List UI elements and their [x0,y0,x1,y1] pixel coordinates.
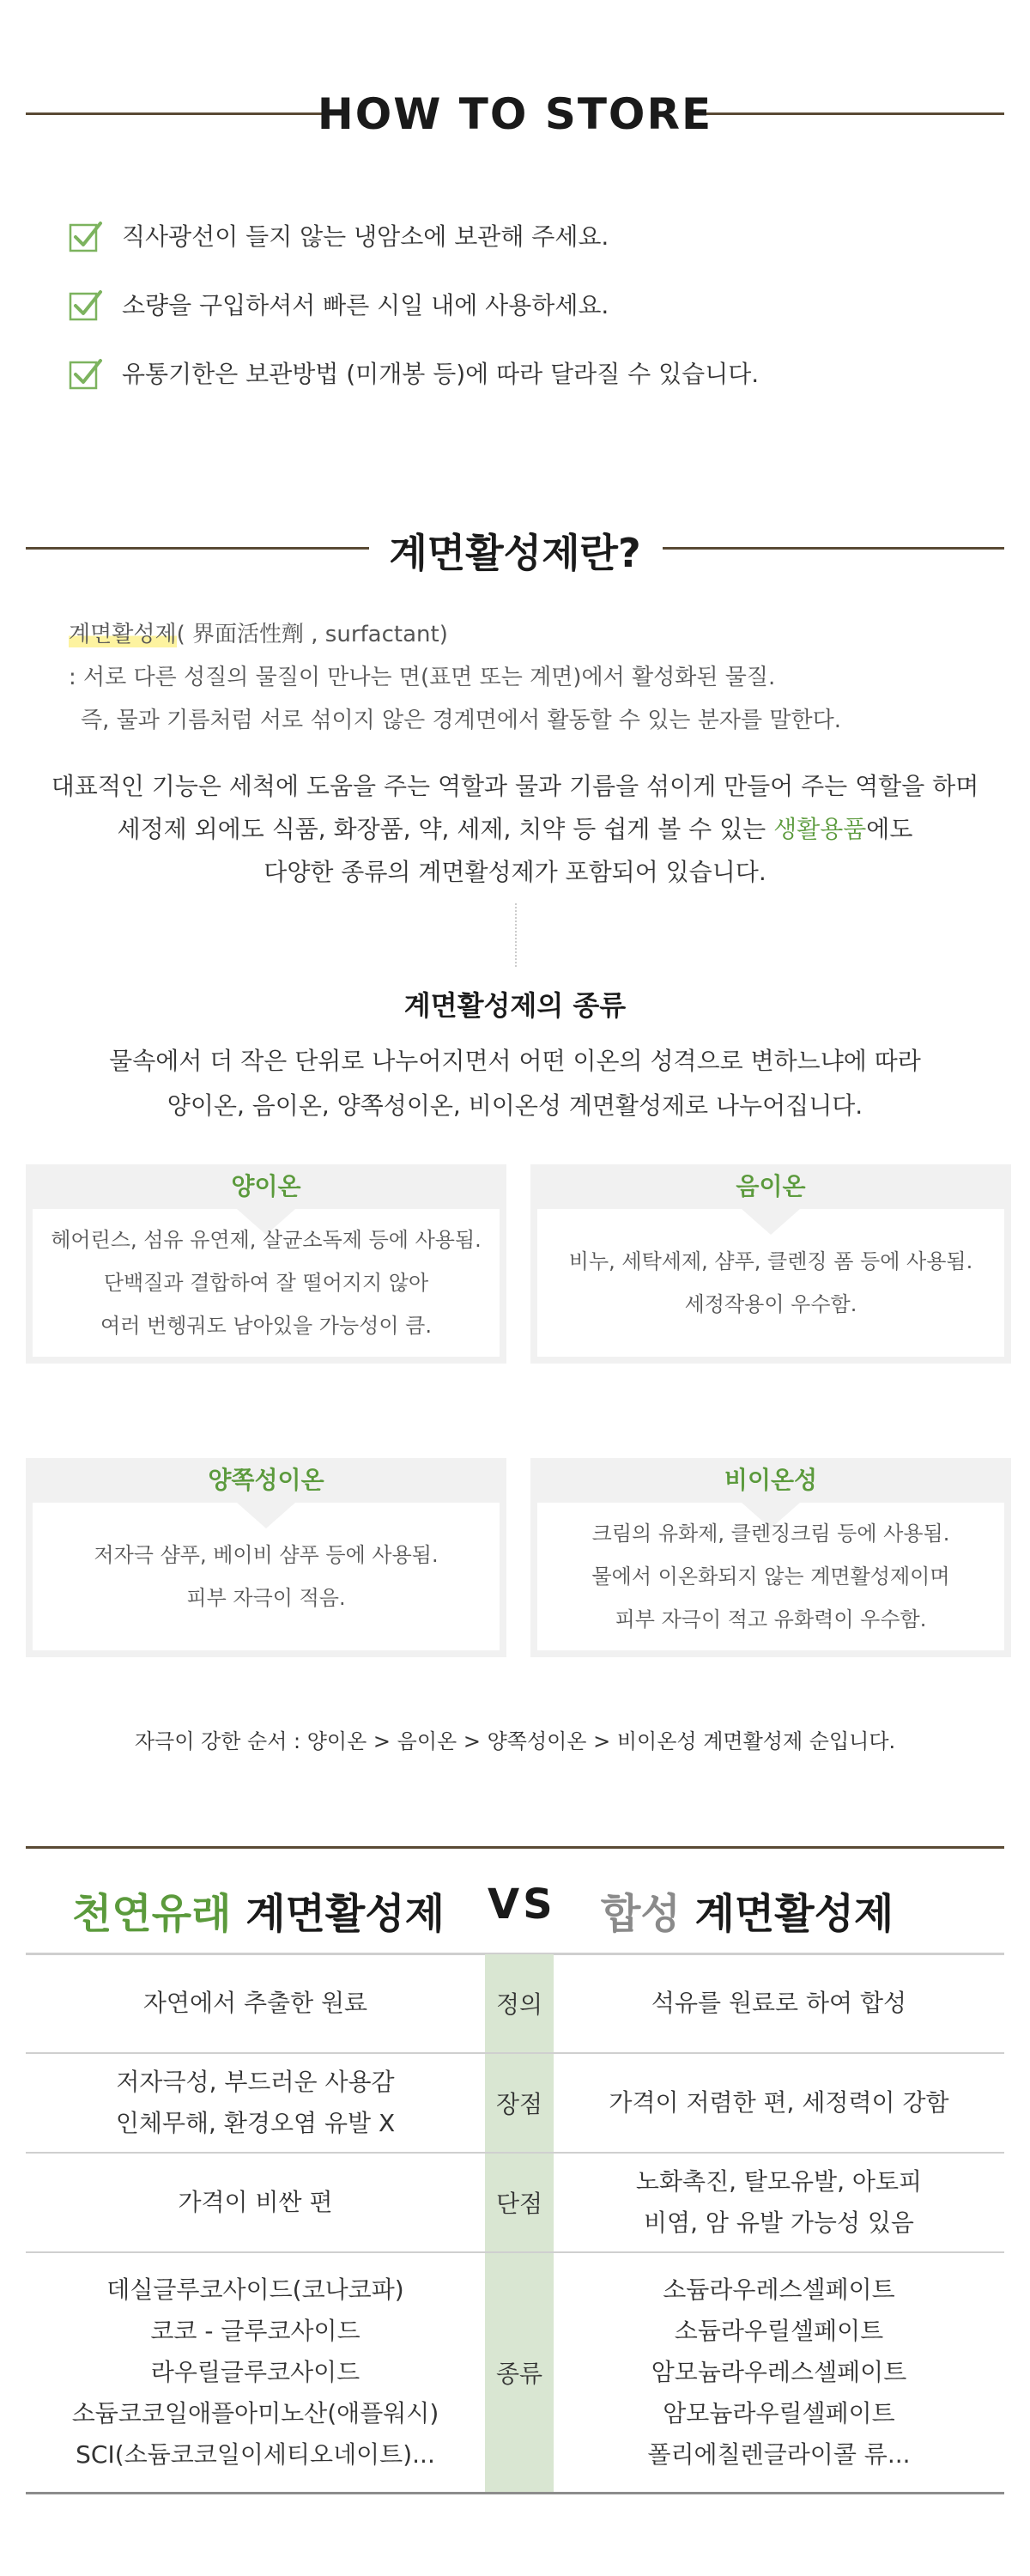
table-cell-synthetic: 노화촉진, 탈모유발, 아토피 비염, 암 유발 가능성 있음 [635,2167,923,2237]
type-card-title: 음이온 [736,1172,806,1200]
store-item [69,285,609,323]
type-card-title: 비이온성 [724,1466,818,1494]
compare-top-line [26,1846,1004,1849]
table-row-label: 단점 [485,2154,554,2251]
type-card-body [33,1503,500,1650]
definition-term-line [69,617,448,648]
type-card-title: 양이온 [231,1172,301,1200]
check-icon [69,357,100,388]
table-row [26,2253,1004,2494]
type-card-body [537,1503,1004,1650]
table-cell-synthetic: 가격이 저렴한 편, 세정력이 강함 [609,2088,949,2117]
table-row [26,2154,1004,2253]
store-item [69,216,609,254]
type-card-body [33,1209,500,1357]
compare-right-title [601,1880,894,1940]
type-card-anionic [530,1164,1011,1364]
type-card-line: 물에서 이온화되지 않는 계면활성제이며 [591,1564,950,1589]
store-item [69,354,759,392]
table-cell-natural: 자연에서 추출한 원료 [142,1989,368,2017]
type-card-cationic [26,1164,506,1364]
store-title: HOW TO STORE [317,89,713,139]
type-card-line: 세정작용이 우수함. [684,1292,857,1316]
check-icon [69,289,100,319]
store-item-text: 유통기한은 보관방법 (미개봉 등)에 따라 달라질 수 있습니다. [122,360,760,388]
table-cell-synthetic: 석유를 원료로 하여 합성 [651,1989,907,2017]
compare-vs: VS [488,1880,556,1929]
table-row-label: 종류 [485,2253,554,2492]
type-card-line: 저자극 샴푸, 베이비 샴푸 등에 사용됨. [94,1543,439,1567]
compare-left-accent: 천연유래 [72,1890,232,1938]
definition-term: 계면활성제 [69,622,177,647]
table-row-label: 정의 [485,1954,554,2052]
store-item-text: 직사광선이 들지 않는 냉암소에 보관해 주세요. [122,222,609,251]
definition-term-rest: ( 界面活性劑 , surfactant) [176,622,448,647]
divider-dotted [515,903,517,967]
table-row [26,2054,1004,2154]
definition-highlight: 생활용품 [773,815,867,843]
definition-paragraph-2-b: 에도 [866,815,913,843]
type-card-line: 피부 자극이 적음. [186,1586,346,1610]
type-card-line: 피부 자극이 적고 유화력이 우수함. [615,1607,927,1631]
compare-right-rest: 계면활성제 [680,1890,894,1938]
irritation-order-note: 자극이 강한 순서 : 양이온 > 음이온 > 양쪽성이온 > 비이온성 계면활성제 순입니다. [134,1729,896,1753]
type-card-line: 헤어린스, 섬유 유연제, 살균소독제 등에 사용됨. [51,1228,482,1252]
check-icon [69,220,100,251]
definition-paragraph-2 [0,811,1030,845]
definition-title: 계면활성제란? [389,530,641,576]
type-card-nonionic [530,1458,1011,1657]
type-card-line: 단백질과 결합하여 잘 떨어지지 않아 [103,1271,429,1295]
types-title: 계면활성제의 종류 [403,989,627,1022]
type-card-line: 여러 번헹궈도 남아있을 가능성이 큼. [100,1314,432,1338]
definition-paragraph-3: 다양한 종류의 계면활성제가 포함되어 있습니다. [264,858,766,886]
type-card-line: 크림의 유화제, 클렌징크림 등에 사용됨. [591,1522,950,1546]
definition-line-2: : 서로 다른 성질의 물질이 만나는 면(표면 또는 계면)에서 활성화된 물질. [69,665,776,690]
type-card-body [537,1209,1004,1357]
compare-left-title [72,1880,445,1940]
table-cell-natural: 가격이 비싼 편 [178,2188,333,2216]
table-row [26,1954,1004,2054]
type-card-line: 비누, 세탁세제, 샴푸, 클렌징 폼 등에 사용됨. [568,1249,973,1273]
definition-line-3: 즉, 물과 기름처럼 서로 섞이지 않은 경계면에서 활동할 수 있는 분자를 말한다. [81,708,842,733]
compare-left-rest: 계면활성제 [231,1890,445,1938]
table-row-label: 장점 [485,2054,554,2152]
types-desc-1: 물속에서 더 작은 단위로 나누어지면서 어떤 이온의 성격으로 변하느냐에 따라 [109,1047,921,1075]
type-card-amphoteric [26,1458,506,1657]
type-card-title: 양쪽성이온 [208,1466,324,1494]
table-cell-synthetic: 소듐라우레스셀페이트 소듐라우릴셀페이트 암모늄라우레스셀페이트 암모늄라우릴셀페이트 폴리에칠렌글라이콜 류... [647,2275,911,2469]
table-cell-natural: 저자극성, 부드러운 사용감 인체무해, 환경오염 유발 X [115,2068,396,2137]
store-item-text: 소량을 구입하셔서 빠른 시일 내에 사용하세요. [122,291,609,319]
table-cell-natural: 데실글루코사이드(코나코파) 코코 - 글루코사이드 라우릴글루코사이드 소듐코코일애플아미노산(애플워시) SCI(소듐코코일이세티오네이트)... [71,2275,439,2469]
types-desc-2: 양이온, 음이온, 양쪽성이온, 비이온성 계면활성제로 나누어집니다. [167,1091,863,1120]
definition-paragraph-2-a: 세정제 외에도 식품, 화장품, 약, 세제, 치약 등 쉽게 볼 수 있는 [117,815,774,843]
definition-paragraph-1: 대표적인 기능은 세척에 도움을 주는 역할과 물과 기름을 섞이게 만들어 주는 역할을 하며 [51,772,979,800]
compare-right-accent: 합성 [601,1890,681,1938]
